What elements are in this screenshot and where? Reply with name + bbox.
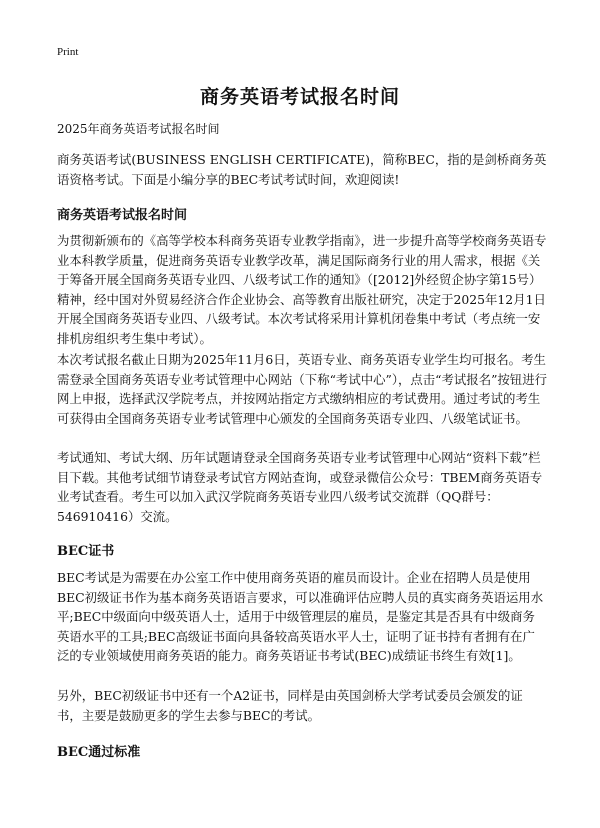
page-title: 商务英语考试报名时间	[199, 86, 400, 108]
registration-paragraph-1: 为贯彻新颁布的《高等学校本科商务英语专业教学指南》，进一步提升高等学校商务英语专业本科教学质量，促进商务英语专业教学改革，满足国际商务行业的用人需求，根据《关于筹备开展全国商务英语专业四、八级考试工作的通知》（[2012]外经贸企协字第15号）精神，经中国对外贸易经济合作企业协会、高等教育出版社研究，决定于2025年12月1日开展全国商务英语专业四、八级考试。本次考试将采用计算机闭卷集中考试（考点统一安排机房组织考生集中考试）。	[57, 233, 547, 346]
page-subtitle: 2025年商务英语考试报名时间	[57, 122, 220, 136]
section-heading-bec-pass-standard: BEC通过标准	[57, 745, 141, 760]
registration-paragraph-2: 本次考试报名截止日期为2025年11月6日，英语专业、商务英语专业学生均可报名。考生需登录全国商务英语专业考试管理中心网站（下称“考试中心”），点击“考试报名”按钮进行网上申报，选择武汉学院考点，并按网站指定方式缴纳相应的考试费用。通过考试的考生可获得由全国商务英语专业考试管理中心颁发的全国商务英语专业四、八级笔试证书。	[57, 352, 547, 426]
section-heading-registration: 商务英语考试报名时间	[57, 208, 188, 223]
certificate-paragraph-1: BEC考试是为需要在办公室工作中使用商务英语的雇员而设计。企业在招聘人员是使用BEC初级证书作为基本商务英语语言要求，可以准确评估应聘人员的真实商务英语运用水平;BEC中级面向中级英语人士，适用于中级管理层的雇员，是鉴定其是否具有中级商务英语水平的工具;BEC高级证书面向具备较高英语水平人士，证明了证书持有者拥有在广泛的专业领域使用商务英语的能力。商务英语证书考试(BEC)成绩证书终生有效[1]。	[57, 570, 544, 663]
section-heading-bec-certificate: BEC证书	[57, 544, 115, 559]
intro-paragraph: 商务英语考试(BUSINESS ENGLISH CERTIFICATE)，简称BEC，指的是剑桥商务英语资格考试。下面是小编分享的BEC考试考试时间，欢迎阅读!	[57, 152, 547, 187]
registration-paragraph-3: 考试通知、考试大纲、历年试题请登录全国商务英语专业考试管理中心网站“资料下载”栏目下载。其他考试细节请登录考试官方网站查询，或登录微信公众号：TBEM商务英语专业考试查看。考生可以加入武汉学院商务英语专业四八级考试交流群（QQ群号：546910416）交流。	[57, 450, 543, 524]
print-link[interactable]: Print	[57, 46, 79, 58]
certificate-paragraph-2: 另外，BEC初级证书中还有一个A2证书，同样是由英国剑桥大学考试委员会颁发的证书，主要是鼓励更多的学生去参与BEC的考试。	[57, 688, 523, 723]
